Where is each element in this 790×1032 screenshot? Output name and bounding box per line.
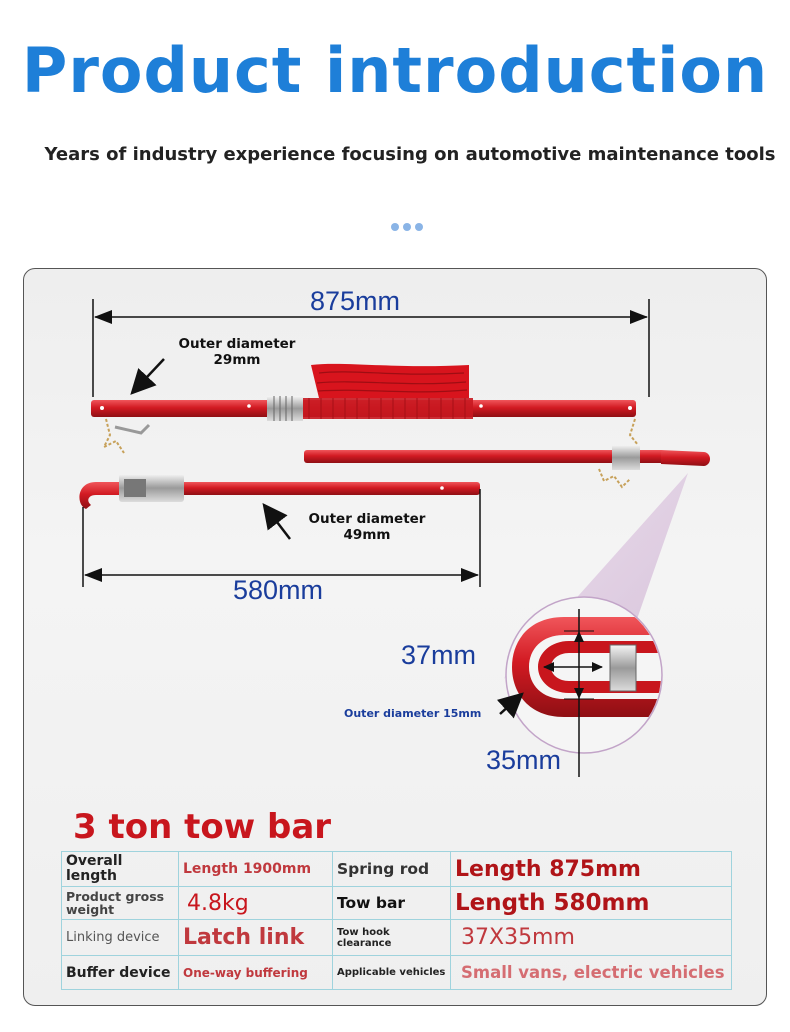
tow-bar-lower-tube — [142, 482, 480, 495]
tow-bar-upper-tube — [304, 450, 664, 463]
table-row — [62, 887, 732, 920]
red-warning-flag — [311, 364, 469, 398]
spec-value: Length 580mm — [451, 887, 732, 920]
outer-diameter-29-label: Outer diameter 29mm — [178, 336, 296, 368]
table-row — [62, 852, 732, 887]
spec-key: Overall length — [62, 852, 179, 887]
spec-key: Applicable vehicles — [333, 956, 451, 990]
section-dots — [391, 218, 431, 228]
spec-key: Tow bar — [333, 887, 451, 920]
table-row — [62, 956, 732, 990]
spec-value: One-way buffering — [179, 956, 333, 990]
spec-value: 4.8kg — [179, 887, 333, 920]
table-row — [62, 920, 732, 956]
spec-key: Tow hook clearance — [333, 920, 451, 956]
arrow-outer-diameter-29 — [132, 359, 164, 393]
spec-key: Buffer device — [62, 956, 179, 990]
dim-label-hook-width: 37mm — [401, 640, 477, 670]
spec-value: Length 875mm — [451, 852, 732, 887]
spring-sleeve — [303, 398, 473, 419]
dim-label-spring-rod: 875mm — [310, 286, 401, 316]
dim-label-tow-bar: 580mm — [233, 575, 324, 605]
spring-coupler — [267, 396, 303, 421]
tow-hook-right — [661, 450, 710, 466]
dim-label-hook-height: 35mm — [486, 745, 562, 775]
page-title: Product introduction — [21, 34, 769, 107]
spec-key: Product gross weight — [62, 887, 179, 920]
outer-diameter-49-label: Outer diameter 49mm — [308, 511, 426, 543]
spec-key: Linking device — [62, 920, 179, 956]
spec-table — [61, 851, 732, 990]
latch-bracket-right — [612, 445, 640, 470]
spec-value: Latch link — [179, 920, 333, 956]
spec-value: Small vans, electric vehicles — [451, 956, 732, 990]
spec-value: 37X35mm — [451, 920, 732, 956]
product-name: 3 ton tow bar — [73, 807, 332, 847]
spec-value: Length 1900mm — [179, 852, 333, 887]
page-subtitle: Years of industry experience focusing on automotive maintenance tools — [44, 144, 776, 165]
arrow-outer-diameter-49 — [264, 505, 290, 539]
hook-outer-diameter-label: Outer diameter 15mm — [344, 707, 482, 720]
spec-key: Spring rod — [333, 852, 451, 887]
